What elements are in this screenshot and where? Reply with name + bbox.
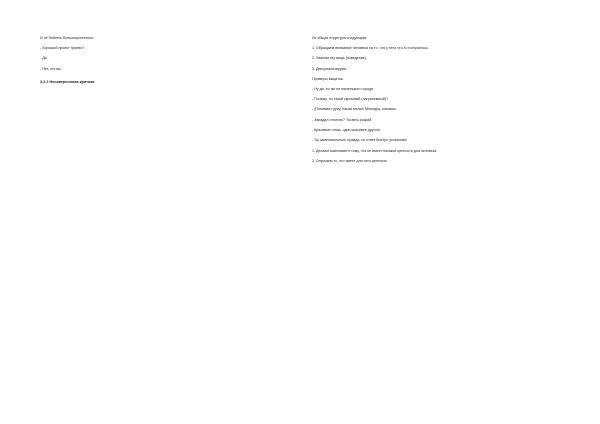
text-line: - (Понимает руку) Какая мелко! Молодец, мальчик. xyxy=(312,107,397,112)
text-line: 1. Обращаем внимание человека на то, что у него что-то получилось. xyxy=(312,46,429,51)
text-line: Примеры защиток: xyxy=(312,76,344,81)
text-line: - Западал отлично? Ты весь рыжий. xyxy=(312,117,373,122)
right-column xyxy=(312,30,560,404)
text-line: 2. Хвалим эту вещь (поведение). xyxy=(312,56,367,61)
text-line: - Ну да, ты же не маленького города xyxy=(312,87,373,92)
text-line: 3. Дикориализируем. xyxy=(312,66,347,71)
text-line: - Да. xyxy=(40,56,48,61)
section-heading: 3.2.2 Неозвереннная критика xyxy=(40,79,95,84)
text-line: - Хороший проект принес? xyxy=(40,46,85,51)
text-line: - Почему, ты такой скромный (нагрянемный)? xyxy=(312,97,388,102)
text-line: Их общая структура следующая: xyxy=(312,36,367,40)
text-line: 1. Делаем комплимент тому, что не имеет никакой ценности для человека. xyxy=(312,149,438,154)
text-line: И не бойтесь бытьонкрогенного: xyxy=(40,36,95,40)
text-line: 2. Опускаем то, что имеет для него ценность xyxy=(312,159,388,164)
text-line: - Красивые глаза, один красивее другого. xyxy=(312,127,382,132)
text-line: - Ты замечательных, правда, но ответ быстро успешных! xyxy=(312,138,408,143)
left-column xyxy=(40,30,288,404)
text-line: - Нет, что вы. xyxy=(40,66,62,71)
